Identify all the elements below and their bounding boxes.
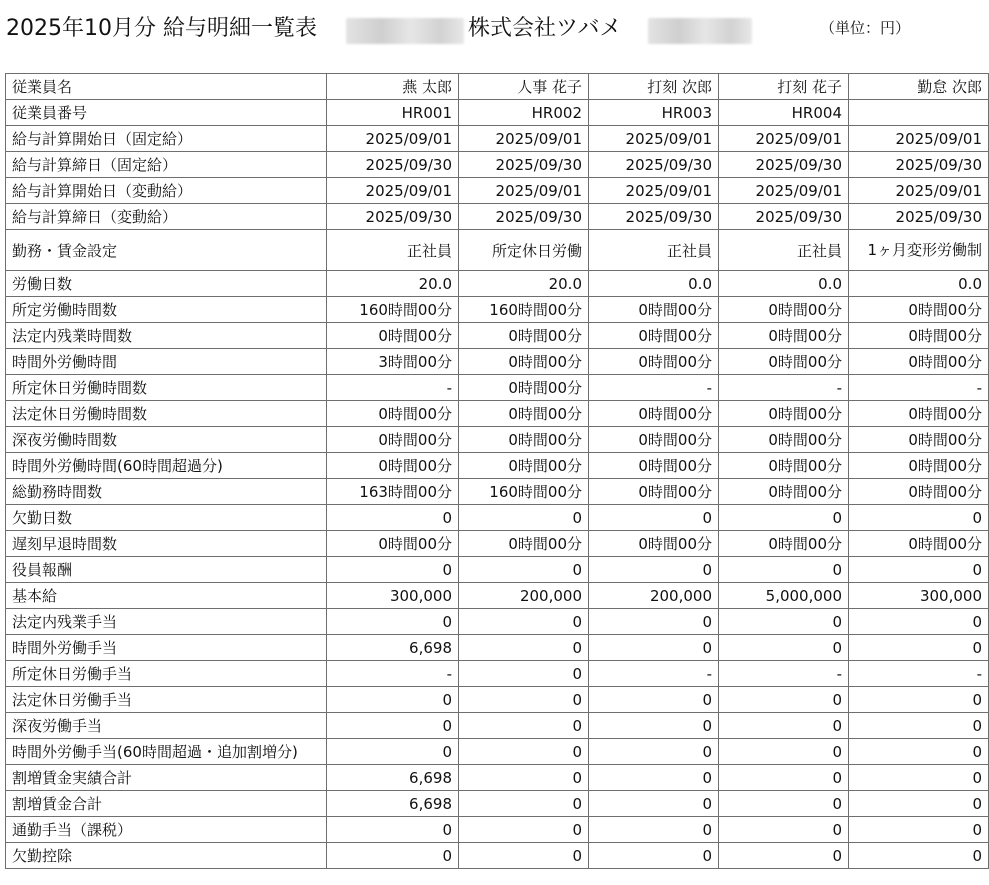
table-cell: 5,000,000 <box>719 583 849 609</box>
table-cell: 2025/09/01 <box>589 126 719 152</box>
table-row <box>6 635 989 661</box>
table-cell: 0 <box>459 661 589 687</box>
table-row <box>6 453 989 479</box>
table-cell: 0時間00分 <box>589 427 719 453</box>
row-label: 勤務・賃金設定 <box>6 230 327 271</box>
table-cell: HR002 <box>459 100 589 126</box>
table-row <box>6 349 989 375</box>
table-cell: 6,698 <box>327 635 459 661</box>
table-cell: 0.0 <box>719 271 849 297</box>
table-row <box>6 609 989 635</box>
row-label: 時間外労働時間 <box>6 349 327 375</box>
table-cell: 0 <box>459 505 589 531</box>
redacted-block <box>346 18 464 44</box>
table-cell: 0時間00分 <box>459 375 589 401</box>
table-cell: 0 <box>327 817 459 843</box>
table-cell: 0 <box>849 557 989 583</box>
table-cell: 2025/09/30 <box>459 204 589 230</box>
table-cell: 0 <box>589 609 719 635</box>
table-cell: 2025/09/01 <box>589 178 719 204</box>
table-cell: 0時間00分 <box>589 453 719 479</box>
table-cell: 0時間00分 <box>589 297 719 323</box>
report-title: 2025年10月分 給与明細一覧表 <box>6 16 317 41</box>
table-cell: 2025/09/30 <box>719 204 849 230</box>
row-label: 給与計算開始日（変動給） <box>6 178 327 204</box>
table-cell: 0 <box>327 557 459 583</box>
table-cell: 2025/09/30 <box>589 204 719 230</box>
table-row <box>6 401 989 427</box>
redacted-block <box>648 18 752 44</box>
table-row <box>6 557 989 583</box>
table-row <box>6 843 989 869</box>
row-label: 欠勤控除 <box>6 843 327 869</box>
table-cell: - <box>589 661 719 687</box>
table-cell: 2025/09/30 <box>849 204 989 230</box>
table-cell: 0 <box>459 765 589 791</box>
table-cell: - <box>327 661 459 687</box>
table-cell: - <box>849 661 989 687</box>
table-cell: 0 <box>589 817 719 843</box>
table-cell: 0 <box>327 739 459 765</box>
table-cell: 0 <box>849 609 989 635</box>
row-label: 法定休日労働手当 <box>6 687 327 713</box>
table-cell: 0時間00分 <box>589 349 719 375</box>
table-cell: 所定休日労働 <box>459 230 589 271</box>
row-label: 深夜労働時間数 <box>6 427 327 453</box>
table-cell: 0時間00分 <box>327 401 459 427</box>
table-cell: 0 <box>327 713 459 739</box>
table-cell: 2025/09/01 <box>719 178 849 204</box>
table-cell: 2025/09/30 <box>849 152 989 178</box>
table-row <box>6 297 989 323</box>
table-cell: 勤怠 次郎 <box>849 74 989 100</box>
table-row <box>6 505 989 531</box>
table-row <box>6 765 989 791</box>
table-row <box>6 375 989 401</box>
row-label: 法定休日労働時間数 <box>6 401 327 427</box>
row-label: 役員報酬 <box>6 557 327 583</box>
table-cell: 1ヶ月変形労働制 <box>849 230 989 271</box>
table-row <box>6 531 989 557</box>
payroll-table-body <box>6 74 989 869</box>
table-cell <box>849 100 989 126</box>
table-row <box>6 739 989 765</box>
table-cell: 0時間00分 <box>327 323 459 349</box>
table-cell: 0時間00分 <box>589 401 719 427</box>
table-cell: 300,000 <box>327 583 459 609</box>
table-cell: 0 <box>459 739 589 765</box>
table-cell: 6,698 <box>327 791 459 817</box>
row-label: 欠勤日数 <box>6 505 327 531</box>
table-cell: 200,000 <box>459 583 589 609</box>
table-cell: 0時間00分 <box>459 323 589 349</box>
table-cell: 0 <box>589 687 719 713</box>
table-cell: 0 <box>459 557 589 583</box>
table-cell: 0 <box>327 687 459 713</box>
table-cell: 0時間00分 <box>459 453 589 479</box>
table-cell: 0 <box>589 505 719 531</box>
row-label: 遅刻早退時間数 <box>6 531 327 557</box>
row-label: 割増賃金合計 <box>6 791 327 817</box>
table-cell: 163時間00分 <box>327 479 459 505</box>
table-cell: 燕 太郎 <box>327 74 459 100</box>
table-cell: 0 <box>589 635 719 661</box>
table-row <box>6 687 989 713</box>
row-label: 時間外労働手当(60時間超過・追加割増分) <box>6 739 327 765</box>
table-row <box>6 427 989 453</box>
payroll-table <box>5 73 989 869</box>
row-label: 法定内残業時間数 <box>6 323 327 349</box>
table-cell: 2025/09/30 <box>589 152 719 178</box>
table-cell: 0 <box>459 817 589 843</box>
unit-label: （単位：円） <box>820 19 911 37</box>
table-cell: 0 <box>849 687 989 713</box>
table-cell: 0 <box>719 557 849 583</box>
table-cell: 0時間00分 <box>589 479 719 505</box>
table-cell: 0時間00分 <box>849 453 989 479</box>
table-cell: 0 <box>589 765 719 791</box>
table-cell: 0 <box>327 505 459 531</box>
table-cell: 2025/09/01 <box>327 178 459 204</box>
table-row <box>6 230 989 271</box>
table-row <box>6 204 989 230</box>
table-cell: 打刻 次郎 <box>589 74 719 100</box>
table-cell: 0時間00分 <box>459 531 589 557</box>
table-row <box>6 817 989 843</box>
table-cell: 2025/09/30 <box>719 152 849 178</box>
table-cell: 0 <box>719 817 849 843</box>
row-label: 時間外労働手当 <box>6 635 327 661</box>
table-cell: 0 <box>849 505 989 531</box>
table-cell: 0時間00分 <box>849 349 989 375</box>
table-cell: 2025/09/01 <box>327 126 459 152</box>
table-cell: 0 <box>719 635 849 661</box>
table-cell: 0時間00分 <box>719 401 849 427</box>
row-label: 給与計算締日（変動給） <box>6 204 327 230</box>
table-cell: 0時間00分 <box>719 531 849 557</box>
table-cell: 6,698 <box>327 765 459 791</box>
table-cell: 0時間00分 <box>849 427 989 453</box>
table-row <box>6 661 989 687</box>
table-cell: 0時間00分 <box>719 427 849 453</box>
table-cell: - <box>589 375 719 401</box>
table-cell: 0 <box>719 687 849 713</box>
table-cell: 0 <box>589 843 719 869</box>
table-cell: 0 <box>327 843 459 869</box>
table-cell: - <box>327 375 459 401</box>
table-cell: 0時間00分 <box>849 297 989 323</box>
table-cell: 0時間00分 <box>719 323 849 349</box>
table-row <box>6 152 989 178</box>
table-cell: 2025/09/30 <box>327 152 459 178</box>
table-row <box>6 323 989 349</box>
table-cell: 正社員 <box>719 230 849 271</box>
table-cell: 0時間00分 <box>849 479 989 505</box>
table-cell: 0 <box>849 791 989 817</box>
table-cell: 0時間00分 <box>459 401 589 427</box>
row-label: 通勤手当（課税） <box>6 817 327 843</box>
table-cell: 2025/09/01 <box>459 126 589 152</box>
table-cell: 0時間00分 <box>459 427 589 453</box>
row-label: 従業員番号 <box>6 100 327 126</box>
table-cell: 0時間00分 <box>589 323 719 349</box>
row-label: 所定休日労働時間数 <box>6 375 327 401</box>
table-cell: HR003 <box>589 100 719 126</box>
table-cell: 人事 花子 <box>459 74 589 100</box>
row-label: 所定労働時間数 <box>6 297 327 323</box>
table-cell: 0時間00分 <box>589 531 719 557</box>
table-cell: 0時間00分 <box>459 349 589 375</box>
table-cell: 0 <box>459 843 589 869</box>
table-cell: 0 <box>719 739 849 765</box>
table-cell: 0 <box>849 739 989 765</box>
table-row <box>6 100 989 126</box>
table-row <box>6 74 989 100</box>
table-cell: 2025/09/30 <box>327 204 459 230</box>
table-cell: 0 <box>719 505 849 531</box>
table-cell: 2025/09/30 <box>459 152 589 178</box>
row-label: 所定休日労働手当 <box>6 661 327 687</box>
table-cell: 0 <box>849 843 989 869</box>
table-cell: - <box>719 375 849 401</box>
table-cell: 2025/09/01 <box>849 178 989 204</box>
table-cell: 160時間00分 <box>459 297 589 323</box>
table-cell: 0時間00分 <box>719 479 849 505</box>
table-cell: 0 <box>589 557 719 583</box>
table-cell: 0 <box>719 713 849 739</box>
table-cell: - <box>719 661 849 687</box>
table-cell: HR001 <box>327 100 459 126</box>
table-cell: 0 <box>459 791 589 817</box>
table-cell: 0 <box>719 791 849 817</box>
table-row <box>6 583 989 609</box>
table-cell: 0 <box>849 765 989 791</box>
table-row <box>6 479 989 505</box>
table-cell: 0 <box>459 713 589 739</box>
row-label: 深夜労働手当 <box>6 713 327 739</box>
table-row <box>6 271 989 297</box>
table-cell: 0時間00分 <box>849 323 989 349</box>
table-cell: 正社員 <box>327 230 459 271</box>
table-row <box>6 126 989 152</box>
table-cell: 2025/09/01 <box>459 178 589 204</box>
table-cell: 0 <box>459 635 589 661</box>
row-label: 従業員名 <box>6 74 327 100</box>
company-name: 株式会社ツバメ <box>468 16 622 41</box>
row-label: 基本給 <box>6 583 327 609</box>
table-cell: 3時間00分 <box>327 349 459 375</box>
table-cell: 0時間00分 <box>719 453 849 479</box>
table-cell: 0時間00分 <box>327 453 459 479</box>
table-cell: - <box>849 375 989 401</box>
table-cell: 0 <box>719 765 849 791</box>
table-cell: 160時間00分 <box>459 479 589 505</box>
table-cell: 0時間00分 <box>849 401 989 427</box>
table-cell: 20.0 <box>327 271 459 297</box>
table-cell: HR004 <box>719 100 849 126</box>
table-cell: 300,000 <box>849 583 989 609</box>
table-cell: 0 <box>327 609 459 635</box>
row-label: 給与計算締日（固定給） <box>6 152 327 178</box>
table-row <box>6 178 989 204</box>
table-cell: 0.0 <box>849 271 989 297</box>
table-cell: 0.0 <box>589 271 719 297</box>
table-cell: 0 <box>719 843 849 869</box>
table-cell: 正社員 <box>589 230 719 271</box>
table-row <box>6 713 989 739</box>
table-cell: 20.0 <box>459 271 589 297</box>
table-cell: 160時間00分 <box>327 297 459 323</box>
table-cell: 2025/09/01 <box>719 126 849 152</box>
table-cell: 0 <box>849 817 989 843</box>
table-cell: 0時間00分 <box>327 427 459 453</box>
row-label: 総勤務時間数 <box>6 479 327 505</box>
row-label: 時間外労働時間(60時間超過分) <box>6 453 327 479</box>
row-label: 労働日数 <box>6 271 327 297</box>
table-cell: 0 <box>849 713 989 739</box>
row-label: 法定内残業手当 <box>6 609 327 635</box>
table-cell: 0 <box>589 713 719 739</box>
table-cell: 0 <box>459 609 589 635</box>
table-row <box>6 791 989 817</box>
table-cell: 0時間00分 <box>719 297 849 323</box>
table-cell: 200,000 <box>589 583 719 609</box>
row-label: 給与計算開始日（固定給） <box>6 126 327 152</box>
table-cell: 0時間00分 <box>849 531 989 557</box>
table-cell: 0 <box>849 635 989 661</box>
table-cell: 0 <box>589 791 719 817</box>
table-cell: 打刻 花子 <box>719 74 849 100</box>
table-cell: 0 <box>719 609 849 635</box>
table-cell: 2025/09/01 <box>849 126 989 152</box>
row-label: 割増賃金実績合計 <box>6 765 327 791</box>
table-cell: 0 <box>589 739 719 765</box>
table-cell: 0時間00分 <box>719 349 849 375</box>
table-cell: 0 <box>459 687 589 713</box>
table-cell: 0時間00分 <box>327 531 459 557</box>
